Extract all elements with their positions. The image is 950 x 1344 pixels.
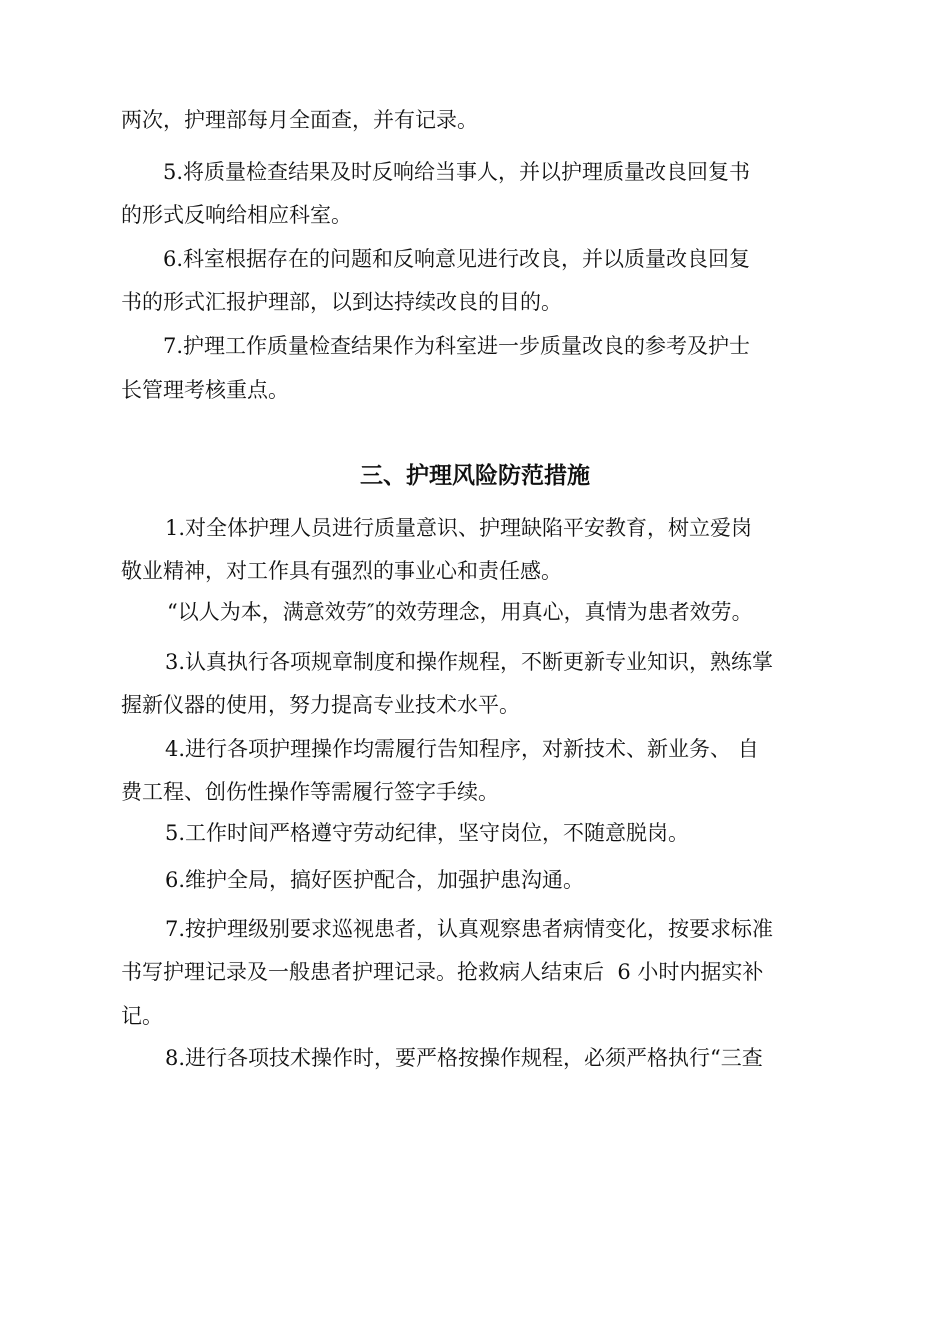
paragraph-line: 的形式反响给相应科室。 bbox=[121, 203, 352, 227]
paragraph-line: 3.认真执行各项规章制度和操作规程，不断更新专业知识，熟练掌 bbox=[165, 650, 774, 674]
paragraph-line: 书的形式汇报护理部，以到达持续改良的目的。 bbox=[121, 290, 562, 314]
paragraph-line: “以人为本，满意效劳″的效劳理念，用真心，真情为患者效劳。 bbox=[167, 600, 753, 624]
paragraph-line: 敬业精神，对工作具有强烈的事业心和责任感。 bbox=[121, 559, 562, 583]
paragraph-line: 两次，护理部每月全面查，并有记录。 bbox=[121, 108, 478, 132]
paragraph-line: 6.维护全局，搞好医护配合，加强护患沟通。 bbox=[165, 868, 585, 892]
paragraph-line: 8.进行各项技术操作时，要严格按操作规程，必须严格执行“三查 bbox=[165, 1046, 763, 1070]
paragraph-line: 书写护理记录及一般患者护理记录。抢救病人结束后 6 小时内据实补 bbox=[121, 960, 764, 984]
paragraph-line: 7.护理工作质量检查结果作为科室进一步质量改良的参考及护士 bbox=[163, 334, 751, 358]
paragraph-line: 长管理考核重点。 bbox=[121, 378, 289, 402]
paragraph-line: 4.进行各项护理操作均需履行告知程序，对新技术、新业务、 自 bbox=[165, 737, 759, 761]
section-heading: 三、护理风险防范措施 bbox=[360, 463, 590, 489]
paragraph-line: 5.工作时间严格遵守劳动纪律，坚守岗位，不随意脱岗。 bbox=[165, 821, 690, 845]
paragraph-line: 记。 bbox=[121, 1004, 163, 1028]
paragraph-line: 6.科室根据存在的问题和反响意见进行改良，并以质量改良回复 bbox=[163, 247, 751, 271]
paragraph-line: 握新仪器的使用，努力提高专业技术水平。 bbox=[121, 693, 520, 717]
paragraph-line: 1.对全体护理人员进行质量意识、护理缺陷平安教育，树立爱岗 bbox=[165, 516, 753, 540]
paragraph-line: 7.按护理级别要求巡视患者，认真观察患者病情变化，按要求标准 bbox=[165, 917, 774, 941]
paragraph-line: 费工程、创伤性操作等需履行签字手续。 bbox=[121, 780, 499, 804]
paragraph-line: 5.将质量检查结果及时反响给当事人，并以护理质量改良回复书 bbox=[163, 160, 751, 184]
